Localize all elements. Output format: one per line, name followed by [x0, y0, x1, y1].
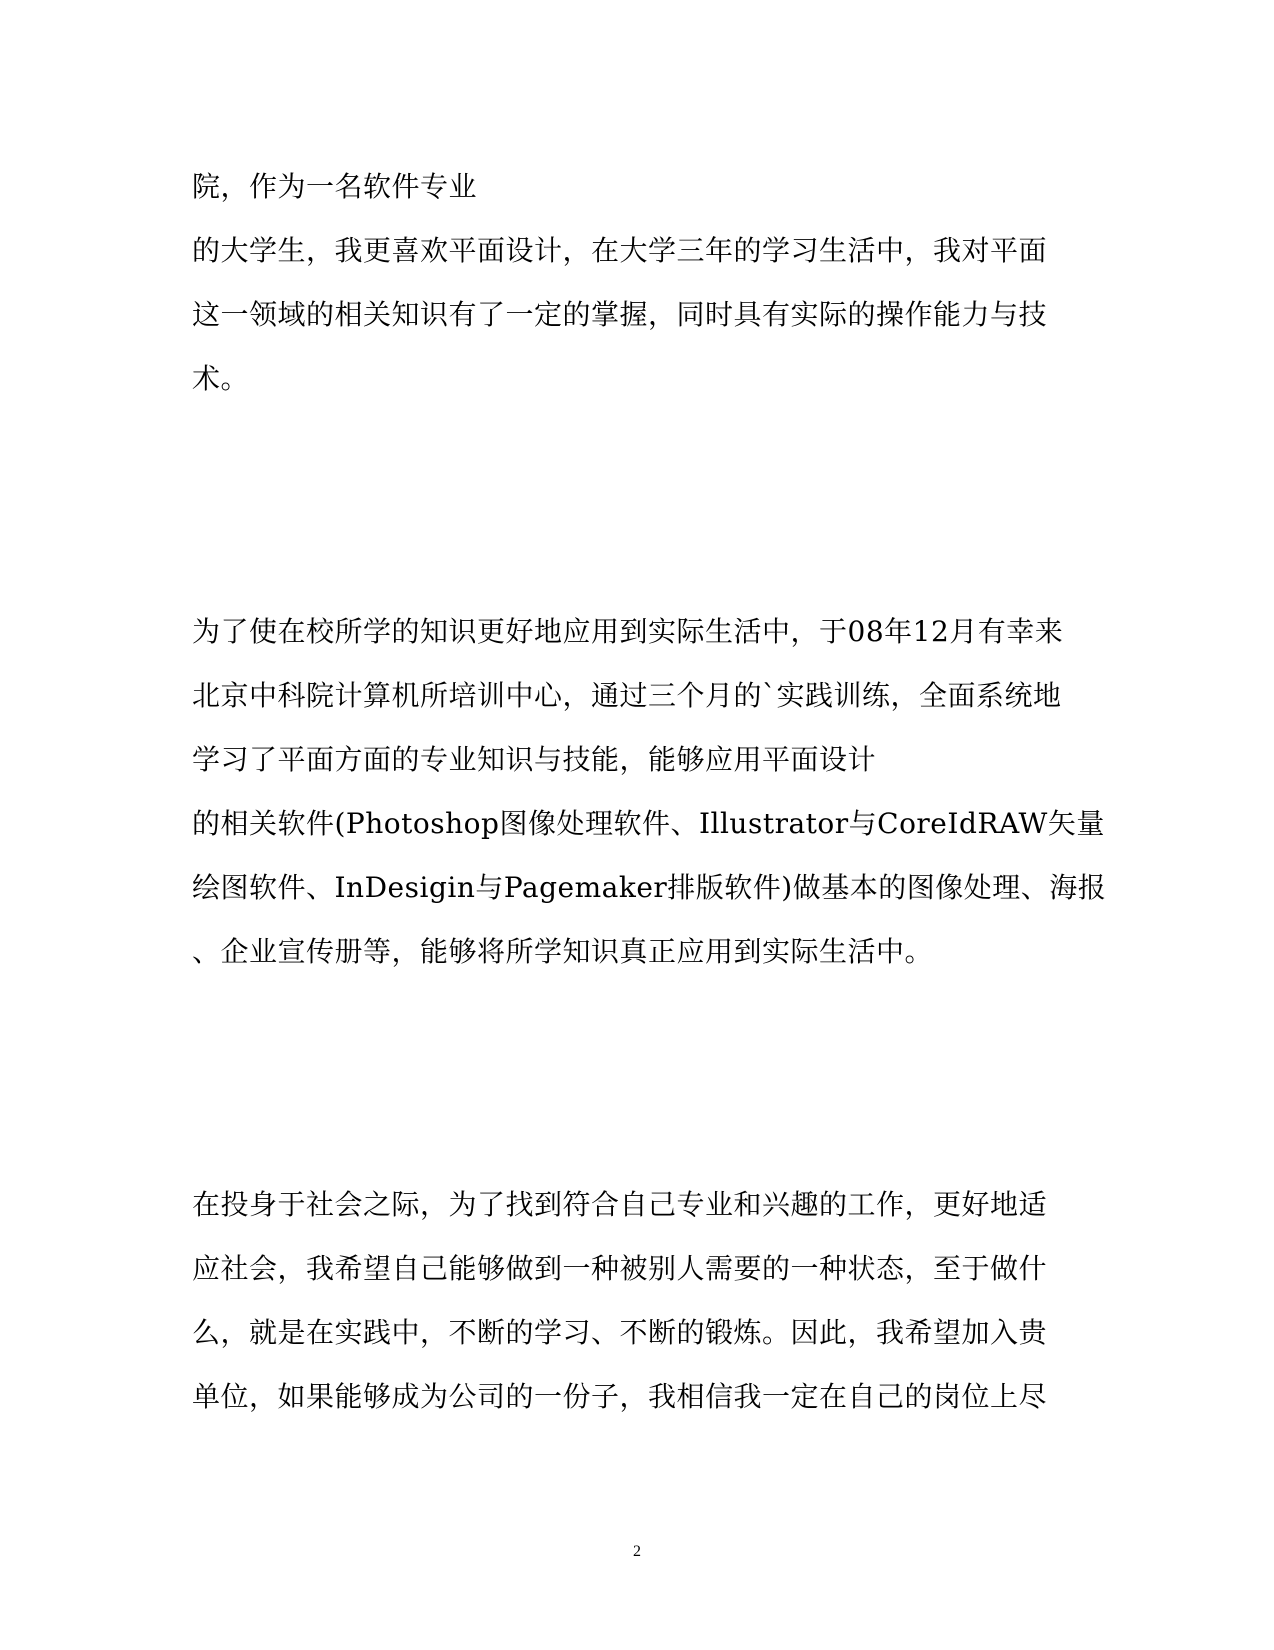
- text-line: 学习了平面方面的专业知识与技能，能够应用平面设计: [192, 743, 877, 776]
- page-number: 2: [633, 1543, 641, 1560]
- text-line: 么，就是在实践中，不断的学习、不断的锻炼。因此，我希望加入贵: [192, 1316, 1048, 1349]
- text-line: 术。: [192, 362, 250, 395]
- text-line: 的相关软件(Photoshop图像处理软件、Illustrator与CoreIdRAW矢量: [192, 807, 1105, 840]
- text-line: 为了使在校所学的知识更好地应用到实际生活中，于08年12月有幸来: [192, 615, 1064, 648]
- text-line: 单位，如果能够成为公司的一份子，我相信我一定在自己的岗位上尽: [192, 1380, 1048, 1413]
- text-line: 、企业宣传册等，能够将所学知识真正应用到实际生活中。: [192, 935, 934, 968]
- text-line: 院，作为一名软件专业: [192, 170, 478, 203]
- text-line: 这一领域的相关知识有了一定的掌握，同时具有实际的操作能力与技: [192, 298, 1048, 331]
- text-line: 应社会，我希望自己能够做到一种被别人需要的一种状态，至于做什: [192, 1252, 1048, 1285]
- text-line: 北京中科院计算机所培训中心，通过三个月的`实践训练，全面系统地: [192, 679, 1062, 712]
- text-line: 在投身于社会之际，为了找到符合自己专业和兴趣的工作，更好地适: [192, 1188, 1048, 1221]
- text-line: 的大学生，我更喜欢平面设计，在大学三年的学习生活中，我对平面: [192, 234, 1048, 267]
- text-line: 绘图软件、InDesigin与Pagemaker排版软件)做基本的图像处理、海报: [192, 871, 1107, 904]
